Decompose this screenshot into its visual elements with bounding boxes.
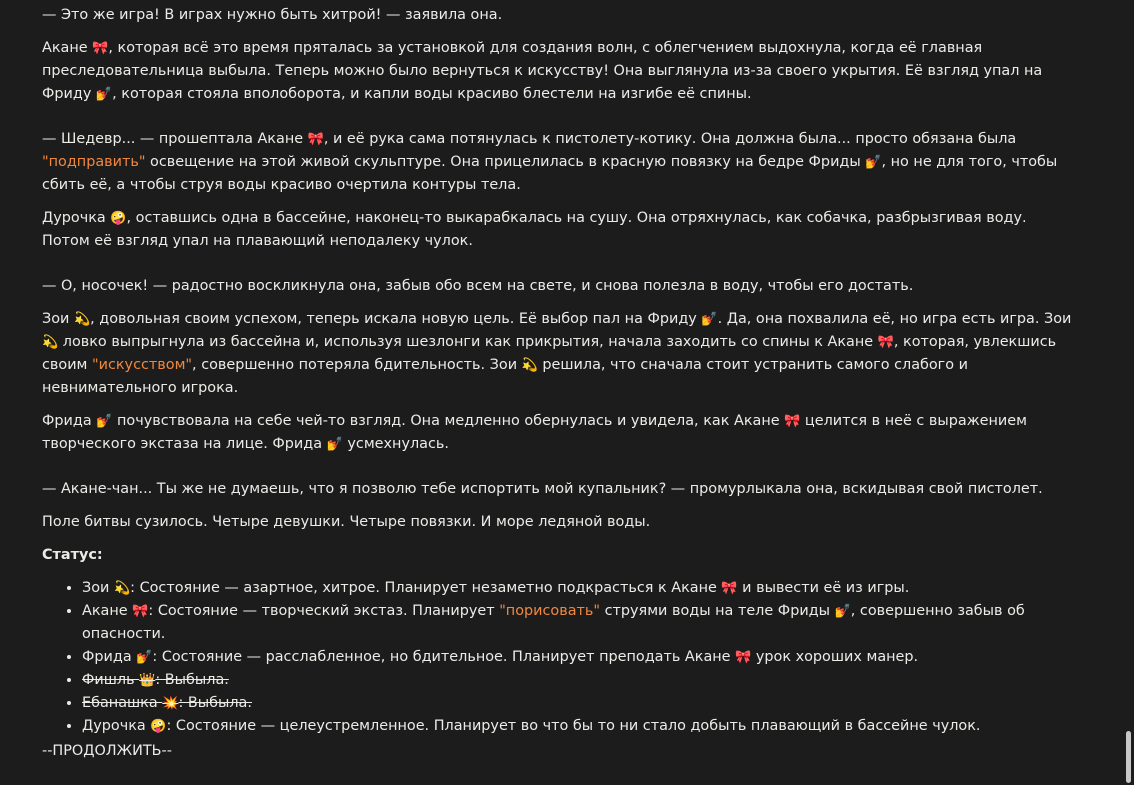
list-item: • Зои 💫: Состояние — азартное, хитрое. Планирует незаметно подкрасться к Акане 🎀 и вывести её из игры. — [82, 577, 1072, 600]
ribbon-icon: 🎀 — [735, 650, 752, 665]
list-item: • Дурочка 🤪: Состояние — целеустремленное. Планирует во что бы то ни стало добыть плавающий в бассейне чулок. — [82, 715, 1072, 738]
scrollbar-thumb[interactable] — [1126, 731, 1131, 783]
ribbon-icon: 🎀 — [721, 581, 738, 596]
dizzy-icon: 💫 — [521, 358, 538, 373]
paragraph: — Это же игра! В играх нужно быть хитрой! — заявила она. — [42, 7, 503, 23]
message-content — [42, 4, 1072, 773]
paragraph: — Шедевр... — прошептала Акане 🎀, и её рука сама потянулась к пистолету-котику. Она должна была... просто обязана была "подправить" освещение на этой живой скульптуре. Она прицелилась в красную повязку на бедре Фриды 💅, но не для того, чтобы сбить её, а чтобы струя воды красиво очертила контуры тела. — [42, 131, 1058, 193]
ribbon-icon: 🎀 — [92, 41, 109, 56]
list-item: • Акане 🎀: Состояние — творческий экстаз. Планирует "порисовать" струями воды на теле Фриды 💅, совершенно забыв об опасности. — [82, 600, 1072, 646]
paragraph: Дурочка 🤪, оставшись одна в бассейне, наконец-то выкарабкалась на сушу. Она отряхнулась, как собачка, разбрызгивая воду. Потом её взгляд упал на плавающий неподалеку чулок. — [42, 210, 1027, 249]
dizzy-icon: 💫 — [113, 581, 131, 596]
collision-icon: 💥 — [162, 696, 179, 711]
paragraph: Акане 🎀, которая всё это время пряталась за установкой для создания волн, с облегчением выдохнула, когда её главная преследовательница выбыла. Теперь можно было вернуться к искусству! Она выглянула из-за своего укрытия. Её взгляд упал на Фриду 💅, которая стояла вполоборота, и капли воды красиво блестели на изгибе её спины. — [42, 40, 1043, 102]
list-item-eliminated: • Фишль 👑: Выбыла. — [82, 669, 1072, 692]
paragraph: — Акане-чан... Ты же не думаешь, что я позволю тебе испортить мой купальник? — промурлыкала она, вскидывая свой пистолет. — [42, 481, 1043, 497]
list-item: • Фрида 💅: Состояние — расслабленное, но бдительное. Планирует преподать Акане 🎀 урок хороших манер. — [82, 646, 1072, 669]
nail-polish-icon: 💅 — [834, 604, 851, 619]
nail-polish-icon: 💅 — [701, 312, 718, 327]
status-list — [42, 577, 1072, 738]
nail-polish-icon: 💅 — [326, 437, 343, 452]
paragraph: — О, носочек! — радостно воскликнула она, забыв обо всем на свете, и снова полезла в воду, чтобы его достать. — [42, 278, 914, 294]
zany-face-icon: 🤪 — [150, 719, 167, 734]
dizzy-icon: 💫 — [73, 312, 91, 327]
scrollbar[interactable] — [1122, 0, 1134, 785]
list-item-eliminated: • Ебанашка 💥: Выбыла. — [82, 692, 1072, 715]
nail-polish-icon: 💅 — [96, 414, 113, 429]
highlight-text: "подправить" — [42, 154, 146, 170]
paragraph: Поле битвы сузилось. Четыре девушки. Четыре повязки. И море ледяной воды. — [42, 514, 651, 530]
paragraph: Фрида 💅 почувствовала на себе чей-то взгляд. Она медленно обернулась и увидела, как Акане 🎀 целится в неё с выражением творческого экстаза на лице. Фрида 💅 усмехнулась. — [42, 413, 1027, 452]
nail-polish-icon: 💅 — [865, 155, 882, 170]
crown-icon: 👑 — [139, 673, 156, 688]
dizzy-icon: 💫 — [42, 335, 59, 350]
ribbon-icon: 🎀 — [132, 604, 149, 619]
paragraph: Зои 💫, довольная своим успехом, теперь искала новую цель. Её выбор пал на Фриду 💅. Да, она похвалила её, но игра есть игра. Зои 💫 ловко выпрыгнула из бассейна и, используя шезлонги как прикрытия, начала заходить со спины к Акане 🎀, которая, увлекшись своим "искусством", совершенно потеряла бдительность. Зои 💫 решила, что сначала стоит устранить самого слабого и невнимательного игрока. — [42, 311, 1072, 396]
status-title: Статус: — [42, 547, 103, 563]
nail-polish-icon: 💅 — [95, 87, 113, 102]
highlight-text: "порисовать" — [499, 603, 601, 619]
continue-text: --ПРОДОЛЖИТЬ-- — [42, 743, 172, 759]
ribbon-icon: 🎀 — [877, 335, 894, 350]
zany-face-icon: 🤪 — [110, 211, 127, 226]
ribbon-icon: 🎀 — [307, 132, 324, 147]
nail-polish-icon: 💅 — [136, 650, 153, 665]
highlight-text: "искусством" — [91, 357, 193, 373]
ribbon-icon: 🎀 — [784, 414, 801, 429]
